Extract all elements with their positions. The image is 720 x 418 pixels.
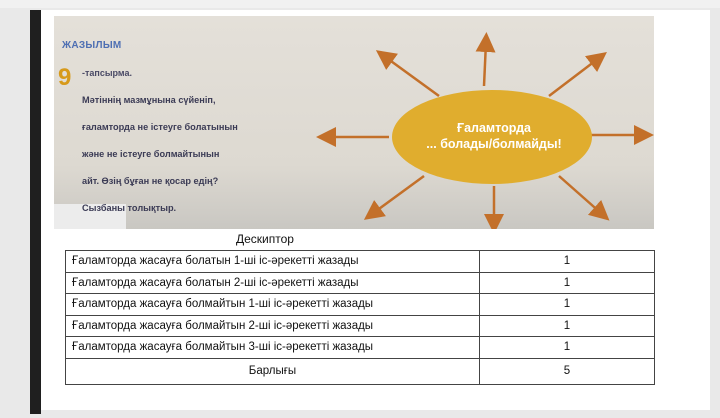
table-row (66, 272, 655, 294)
task-instructions (82, 80, 322, 229)
oval-line-2: ... болады/болмайды! (426, 137, 562, 151)
score-cell: 1 (480, 315, 655, 337)
task-line: айт. Өзің бұған не қосар едің? (82, 175, 219, 186)
criterion-cell: Ғаламторда жасауға болатын 2-ші іс-әрекетті жазады (66, 272, 480, 294)
section-label: ЖАЗЫЛЫМ (62, 40, 122, 51)
task-line: Сызбаны толықтыр. (82, 202, 177, 213)
descriptor-caption: Дескиптор (236, 232, 294, 246)
arrow-down-left (372, 176, 424, 214)
task-line: ғаламторда не істеуге болатынын (82, 121, 238, 132)
criterion-cell: Ғаламторда жасауға болмайтын 2-ші іс-әрекетті жазады (66, 315, 480, 337)
top-band (0, 0, 720, 8)
oval-text (399, 120, 589, 152)
left-edge-bar (30, 10, 41, 414)
task-number: 9 (58, 64, 72, 91)
criterion-cell: Ғаламторда жасауға болмайтын 3-ші іс-әрекетті жазады (66, 337, 480, 359)
descriptor-table (65, 250, 655, 385)
total-value: 5 (480, 358, 655, 384)
task-line: және не істеуге болмайтынын (82, 148, 220, 159)
table-row (66, 294, 655, 316)
task-label: -тапсырма. (82, 68, 132, 78)
table-row (66, 337, 655, 359)
score-cell: 1 (480, 272, 655, 294)
table-row (66, 251, 655, 273)
score-cell: 1 (480, 337, 655, 359)
arrow-down-right (559, 176, 602, 214)
arrow-up (484, 42, 486, 86)
score-cell: 1 (480, 251, 655, 273)
textbook-photo (54, 16, 654, 229)
oval-line-1: Ғаламторда (457, 121, 531, 135)
table-row (66, 315, 655, 337)
score-cell: 1 (480, 294, 655, 316)
arrow-up-right (549, 58, 599, 96)
total-label: Барлығы (66, 358, 480, 384)
arrow-up-left (384, 56, 439, 96)
task-line: Мәтіннің мазмұнына сүйеніп, (82, 94, 216, 105)
total-row (66, 358, 655, 384)
criterion-cell: Ғаламторда жасауға болмайтын 1-ші іс-әрекетті жазады (66, 294, 480, 316)
criterion-cell: Ғаламторда жасауға болатын 1-ші іс-әрекетті жазады (66, 251, 480, 273)
